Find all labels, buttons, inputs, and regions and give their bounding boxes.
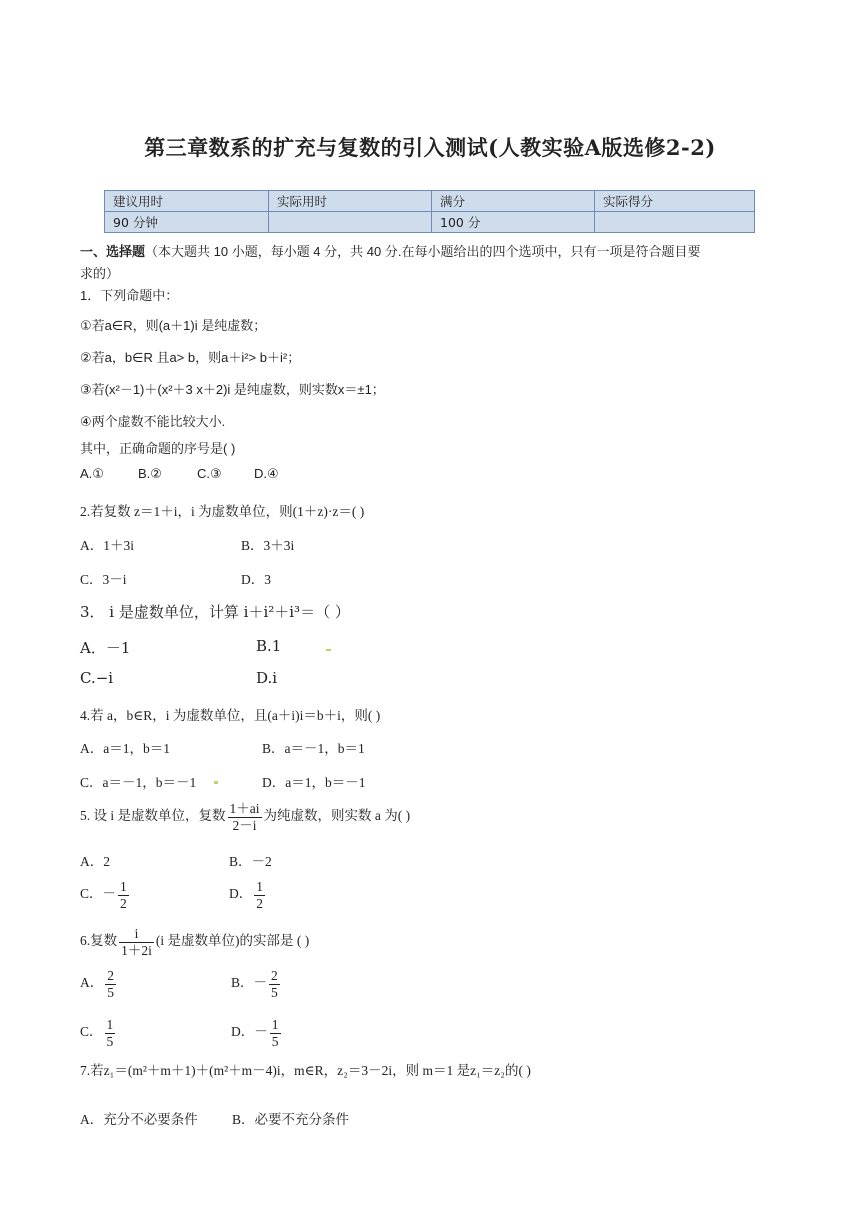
q1-ask: 其中，正确命题的序号是( ) [80,441,236,456]
fraction-numerator: 1＋ai [229,801,260,816]
fraction-numerator: 1 [256,879,263,894]
q1-stem: 1．下列命题中： [80,288,179,303]
q1-item: ②若a，b∈R 且a> b，则a＋i²> b＋i²； [80,350,301,365]
q7-option: A．充分不必要条件 [80,1112,198,1127]
table-header-cell: 满分 [432,191,595,212]
q2-stem: 2.若复数 z＝1＋i，i 为虚数单位，则(1＋z)·z＝( ) [80,504,365,519]
fraction-denominator: 2 [256,895,263,911]
q4-option: C．a＝－1，b＝－1 [80,775,197,790]
option-label: A． [80,975,104,991]
fraction [254,879,265,911]
mark-dot [326,649,331,651]
option-label: C． [80,1024,103,1040]
q2-option: A．1＋3i [80,538,134,553]
q3-stem: 3． i 是虚数单位，计算 i＋i²＋i³＝（ ） [80,603,350,621]
q3-option: A．－1 [80,639,131,657]
q6-suffix: (i 是虚数单位)的实部是 ( ) [155,933,310,949]
section-desc: （本大题共 10 小题，每小题 4 分，共 40 分.在每小题给出的四个选项中，只有一项是符合题目要 [145,244,701,259]
q5-suffix: 为纯虚数，则实数 a 为( ) [263,808,411,824]
q6-option-c [80,1017,117,1049]
q3-option: B.1 [256,637,282,655]
q5-option-c [80,879,131,911]
q7-stem: 7.若z₁＝(m²＋m＋1)＋(m²＋m－4)i，m∈R，z₂＝3－2i，则 m＝1 是z₁＝z₂的( ) [80,1063,531,1078]
q4-option: D．a＝1，b＝－1 [262,775,366,790]
q3-option: C.−i [80,669,114,687]
q2-option: C．3－i [80,572,127,587]
option-label: D． [229,886,253,902]
table-cell: 100 分 [432,212,595,233]
fraction-numerator: 1 [271,1017,279,1032]
section-instructions [80,241,700,260]
option-label: D．－ [231,1024,268,1040]
fraction [269,968,280,1000]
q7-option: B．必要不充分条件 [232,1112,350,1127]
page-title: 第三章数系的扩充与复数的引入测试(人教实验A版选修2-2) [144,135,716,160]
section-heading: 一、选择题 [80,244,146,259]
fraction [105,1017,116,1049]
q5-option: B．－2 [229,854,272,869]
mark-dot [214,781,218,784]
table-header-cell: 建议用时 [105,191,269,212]
table-cell [595,212,755,233]
q1-item: ③若(x²－1)＋(x²＋3 x＋2)i 是纯虚数，则实数x＝±1； [80,382,385,397]
q6-stem [80,926,309,958]
q1-option: A.① [80,466,104,481]
q6-option-b [231,968,282,1000]
fraction-denominator: 1＋2i [121,942,152,958]
table-row [105,191,755,212]
fraction [105,968,116,1000]
q5-stem [80,801,410,833]
q1-item: ④两个虚数不能比较大小. [80,414,226,429]
q2-option: D．3 [241,572,271,587]
q5-option-d [229,879,267,911]
q1-option: C.③ [197,466,222,481]
fraction-numerator: 2 [271,968,278,983]
table-header-cell: 实际得分 [595,191,755,212]
fraction-denominator: 5 [107,984,114,1000]
info-table [104,190,755,233]
fraction [118,879,129,911]
option-label: B．－ [231,975,268,991]
fraction-numerator: i [119,926,154,943]
table-header-cell: 实际用时 [269,191,432,212]
q1-option: B.② [138,466,162,481]
fraction-denominator: 2 [120,895,127,911]
q6-option-a [80,968,118,1000]
fraction-denominator: 2－i [232,817,257,833]
fraction-numerator: 1 [106,1017,114,1032]
q1-item: ①若a∈R，则(a＋1)i 是纯虚数； [80,318,267,333]
fraction [270,1017,281,1049]
q5-option: A．2 [80,854,110,869]
q6-prefix: 6.复数 [80,933,118,949]
table-cell [269,212,432,233]
option-label: C．－ [80,886,117,902]
q4-option: B．a＝－1，b＝1 [262,741,365,756]
q3-option: D.i [256,669,278,687]
q2-option: B．3＋3i [241,538,295,553]
fraction-denominator: 5 [271,984,278,1000]
q1-option: D.④ [254,466,279,481]
table-row [105,212,755,233]
q6-fraction [119,926,154,958]
table-cell: 90 分钟 [105,212,269,233]
fraction-denominator: 5 [271,1033,279,1049]
q5-fraction [228,801,262,833]
section-desc-cont: 求的） [80,266,120,281]
fraction-numerator: 1 [120,879,127,894]
q5-prefix: 5. 设 i 是虚数单位，复数 [80,808,226,824]
fraction-numerator: 2 [107,968,114,983]
q6-option-d [231,1017,283,1049]
q4-stem: 4.若 a，b∈R，i 为虚数单位，且(a＋i)i＝b＋i，则( ) [80,708,381,723]
fraction-denominator: 5 [106,1033,114,1049]
q4-option: A．a＝1，b＝1 [80,741,170,756]
